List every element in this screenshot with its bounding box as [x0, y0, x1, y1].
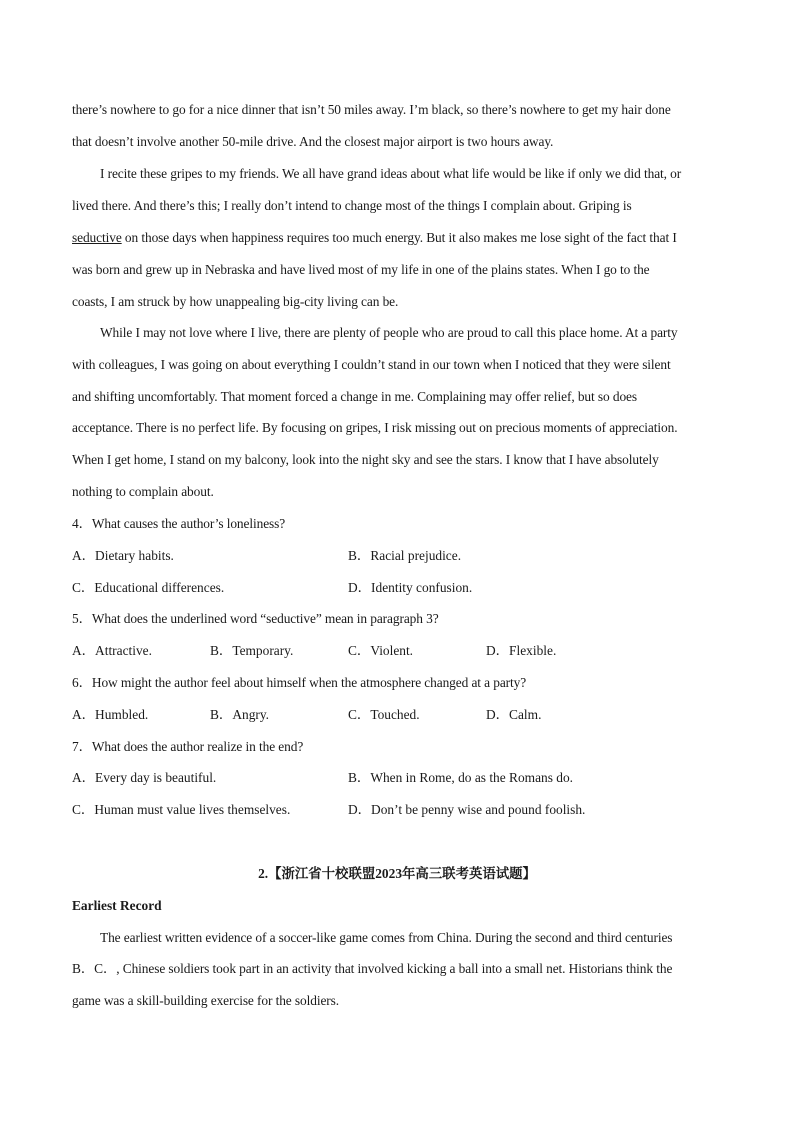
option-b: B．Temporary. — [210, 643, 294, 658]
passage-line: game was a skill-building exercise for the soldiers. — [72, 993, 340, 1008]
option-a: A．Attractive. — [72, 643, 152, 658]
passage-line: was born and grew up in Nebraska and have lived most of my life in one of the plains states. When I go to the — [72, 262, 650, 277]
passage-line: lived there. And there’s this; I really don’t intend to change most of the things I complain about. Griping is — [72, 198, 632, 213]
option-a: A．Humbled. — [72, 707, 149, 722]
passage-line: coasts, I am struck by how unappealing big-city living can be. — [72, 294, 399, 309]
option-d: D．Don’t be penny wise and pound foolish. — [348, 802, 586, 817]
option-d: D．Identity confusion. — [348, 580, 473, 595]
passage-line: B．C．, Chinese soldiers took part in an activity that involved kicking a ball into a small net. Historians think the — [72, 961, 673, 976]
passage-line-rest: on those days when happiness requires too much energy. But it also makes me lose sight of the fact that I — [121, 230, 677, 245]
passage-line: acceptance. There is no perfect life. By focusing on gripes, I risk missing out on precious moments of appreciation. — [72, 420, 678, 435]
question-stem: 5．What does the underlined word “seductive” mean in paragraph 3? — [72, 611, 439, 626]
passage-line: I recite these gripes to my friends. We all have grand ideas about what life would be like if only we did that, or — [100, 166, 682, 181]
option-b: B．Racial prejudice. — [348, 548, 462, 563]
option-c: C．Touched. — [348, 707, 420, 722]
passage-line: The earliest written evidence of a soccer-like game comes from China. During the second and third centuries — [100, 930, 673, 945]
passage-line: and shifting uncomfortably. That moment forced a change in me. Complaining may offer relief, but so does — [72, 389, 637, 404]
passage-line: When I get home, I stand on my balcony, look into the night sky and see the stars. I know that I have absolutely — [72, 452, 659, 467]
option-c: C．Violent. — [348, 643, 414, 658]
option-c: C．Educational differences. — [72, 580, 225, 595]
question-stem: 7．What does the author realize in the end? — [72, 739, 304, 754]
passage-line — [72, 228, 732, 248]
passage-line: there’s nowhere to go for a nice dinner that isn’t 50 miles away. I’m black, so there’s nowhere to get my hair done — [72, 102, 671, 117]
section-heading: 2.【浙江省十校联盟2023年高三联考英语试题】 — [258, 866, 536, 881]
question-stem: 4．What causes the author’s loneliness? — [72, 516, 286, 531]
option-d: D．Calm. — [486, 707, 542, 722]
question-stem: 6．How might the author feel about himself when the atmosphere changed at a party? — [72, 675, 527, 690]
option-a: A．Every day is beautiful. — [72, 770, 217, 785]
passage-line: with colleagues, I was going on about everything I couldn’t stand in our town when I noticed that they were silent — [72, 357, 671, 372]
option-a: A．Dietary habits. — [72, 548, 174, 563]
underlined-word: seductive — [72, 230, 122, 245]
option-b: B．Angry. — [210, 707, 270, 722]
passage-line: While I may not love where I live, there are plenty of people who are proud to call this place home. At a party — [100, 325, 678, 340]
option-b: B．When in Rome, do as the Romans do. — [348, 770, 574, 785]
option-c: C．Human must value lives themselves. — [72, 802, 291, 817]
option-d: D．Flexible. — [486, 643, 557, 658]
passage-subtitle: Earliest Record — [72, 898, 162, 913]
passage-line: nothing to complain about. — [72, 484, 214, 499]
passage-line: that doesn’t involve another 50-mile drive. And the closest major airport is two hours away. — [72, 134, 554, 149]
